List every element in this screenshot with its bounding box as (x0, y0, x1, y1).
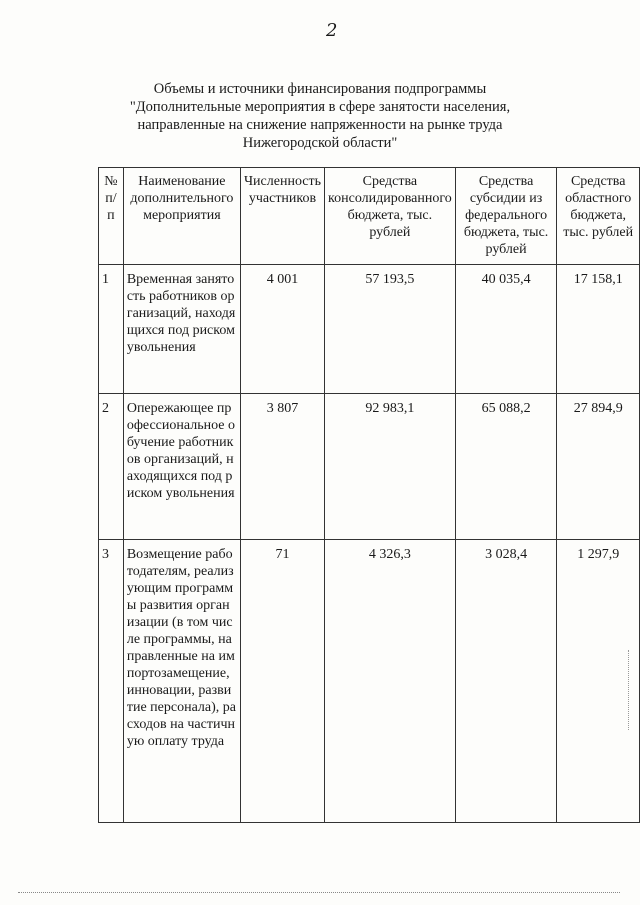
row-federal: 40 035,4 (455, 265, 557, 394)
row-number: 3 (99, 540, 124, 823)
title-line: Объемы и источники финансирования подпрограммы (153, 81, 487, 97)
page-number: 2 (326, 20, 338, 41)
row-number: 1 (99, 265, 124, 394)
row-activity-name (123, 394, 240, 540)
activity-name-text: Возмещение работодателям, реализующим программы развития организации (в том числе программы, направленные на импортозамещение, инновации, развитие персонала), расходов на частичную оплату труда (126, 547, 236, 749)
header-number: № п/п (99, 168, 124, 265)
row-number: 2 (99, 394, 124, 540)
document-title (0, 80, 640, 152)
scan-margin-mark (628, 650, 630, 730)
row-regional: 27 894,9 (557, 394, 640, 540)
table-header-row (99, 168, 640, 265)
title-line: Нижегородской области" (242, 135, 398, 151)
row-consolidated: 57 193,5 (325, 265, 456, 394)
row-consolidated: 92 983,1 (325, 394, 456, 540)
row-consolidated: 4 326,3 (325, 540, 456, 823)
row-federal: 65 088,2 (455, 394, 557, 540)
table-row (99, 540, 640, 823)
row-regional: 17 158,1 (557, 265, 640, 394)
activity-name-text: Опережающее профессиональное обучение работников организаций, находящихся под риском увольнения (126, 401, 235, 501)
header-federal-subsidy: Средства субсидии из федерального бюджета, тыс. рублей (455, 168, 557, 265)
row-participants: 71 (240, 540, 324, 823)
header-participants: Численность участников (240, 168, 324, 265)
scan-edge-line (18, 892, 620, 893)
table-row (99, 265, 640, 394)
row-regional: 1 297,9 (557, 540, 640, 823)
row-activity-name (123, 265, 240, 394)
financing-table (98, 167, 640, 823)
title-line: направленные на снижение напряженности на рынке труда (137, 117, 503, 133)
title-line: "Дополнительные мероприятия в сфере занятости населения, (129, 99, 511, 115)
row-participants: 3 807 (240, 394, 324, 540)
row-federal: 3 028,4 (455, 540, 557, 823)
header-consolidated-budget: Средства консолидированного бюджета, тыс. рублей (325, 168, 456, 265)
table-row (99, 394, 640, 540)
header-activity-name: Наименование дополнительного мероприятия (123, 168, 240, 265)
header-regional-budget: Средства областного бюджета, тыс. рублей (557, 168, 640, 265)
row-activity-name (123, 540, 240, 823)
activity-name-text: Временная занятость работников организаций, находящихся под риском увольнения (126, 272, 236, 355)
row-participants: 4 001 (240, 265, 324, 394)
